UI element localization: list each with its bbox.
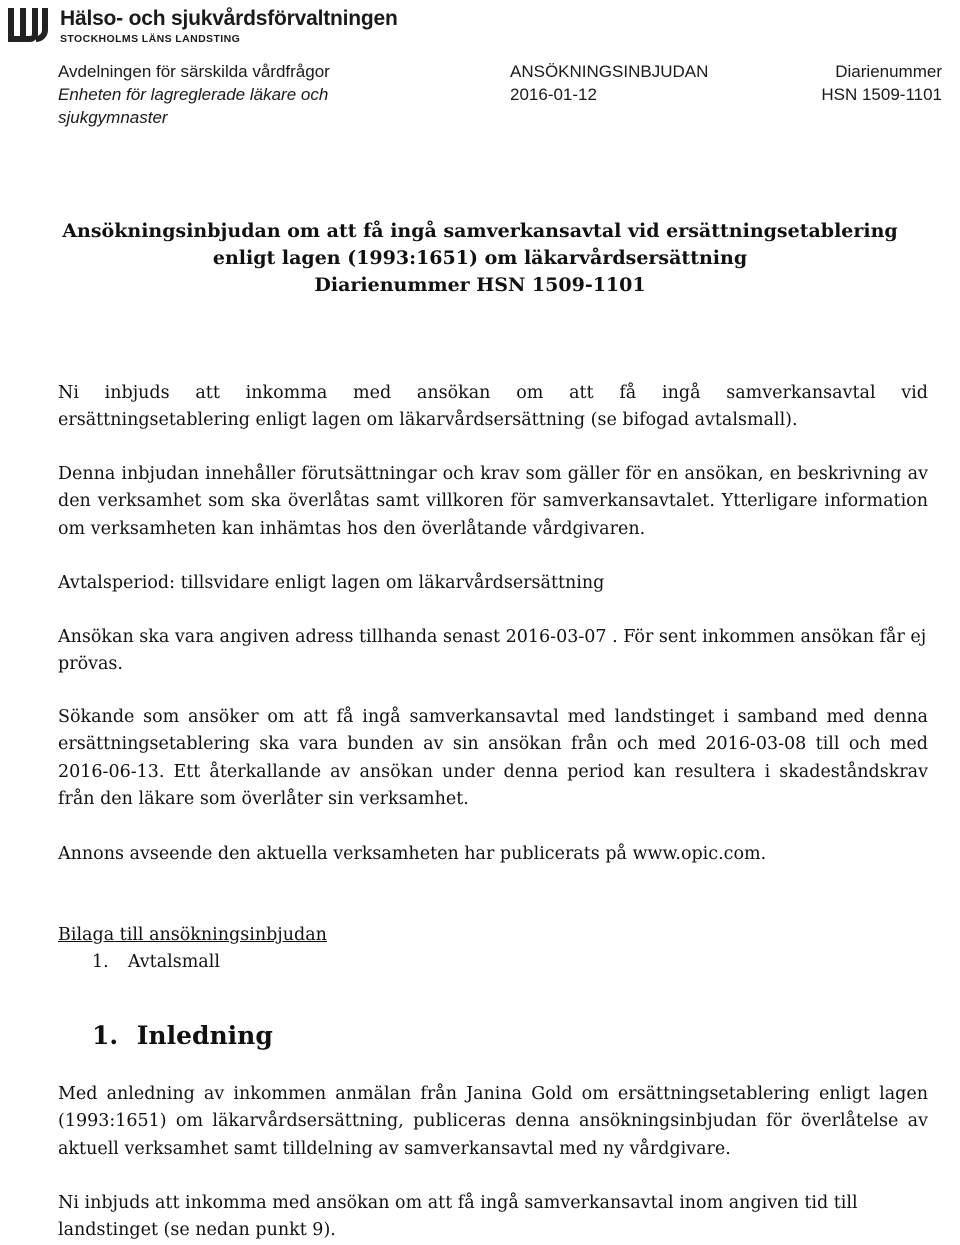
intro-line-2: ersättningsetablering enligt lagen om läkarvårdsersättning (se bifogad avtalsmall). [58, 410, 798, 431]
intro-line-1: Ni inbjuds att inkomma med ansökan om att få ingå samverkansavtal vid [58, 383, 928, 403]
title-line-2: enligt lagen (1993:1651) om läkarvårdsersättning [212, 247, 748, 269]
binding-paragraph: Sökande som ansöker om att få ingå samverkansavtal med landstinget i samband med denna ersättningsetablering ska vara bunden av sin ansökan från och med 2016-03-08 till och med 2016-06-13. Ett återkallande av ansökan under denna period kan resultera i skadeståndskrav från den läkare som överlåter sin verksamhet. [58, 707, 928, 809]
sll-logo [6, 6, 398, 50]
doc-date: 2016-01-12 [510, 85, 597, 104]
conditions-paragraph: Denna inbjudan innehåller förutsättningar och krav som gäller för en ansökan, en beskrivning av den verksamhet som ska överlåtas samt villkoren för samverkansavtalet. Ytterligare information om verksamheten kan inhämtas hos den överlåtande vårdgivaren. [58, 464, 928, 539]
doc-type-block [510, 60, 708, 106]
inledning-paragraph-1: Med anledning av inkommen anmälan från Janina Gold om ersättningsetablering enligt lagen (1993:1651) om läkarvårdsersättning, publiceras denna ansökningsinbjudan för överlåtelse av aktuell verksamhet samt tilldelning av samverkansavtal med ny vårdgivare. [58, 1084, 928, 1159]
deadline-paragraph: Ansökan ska vara angiven adress tillhanda senast 2016-03-07 . För sent inkommen ansökan får ej prövas. [58, 627, 927, 675]
title-line-3: Diarienummer HSN 1509-1101 [314, 274, 646, 296]
diarie-block [821, 60, 942, 106]
sll-emblem-icon [6, 6, 52, 50]
department-name: Avdelningen för särskilda vårdfrågor [58, 62, 330, 81]
diarie-value: HSN 1509-1101 [821, 85, 942, 104]
attachment-heading [58, 922, 928, 949]
doc-type: ANSÖKNINGSINBJUDAN [510, 62, 709, 81]
attachment-item-label: Avtalsmall [127, 952, 220, 972]
logo-subtitle: STOCKHOLMS LÄNS LANDSTING [60, 33, 241, 45]
department-block [58, 60, 330, 129]
diarie-label: Diarienummer [835, 62, 942, 81]
advert-paragraph: Annons avseende den aktuella verksamheten har publicerats på www.opic.com. [58, 844, 767, 864]
intro-paragraph [58, 380, 928, 435]
title-line-1: Ansökningsinbjudan om att få ingå samverkansavtal vid ersättningsetablering [62, 220, 898, 242]
logo-title: Hälso- och sjukvårdsförvaltningen [60, 7, 398, 30]
unit-name-line1: Enheten för lagreglerade läkare och [58, 85, 329, 104]
section-heading-inledning [92, 1018, 273, 1054]
attachment-item [92, 949, 220, 976]
document-title [0, 218, 960, 299]
unit-name-line2: sjukgymnaster [58, 108, 168, 127]
attachment-item-number: 1. [92, 952, 109, 972]
agreement-period: Avtalsperiod: tillsvidare enligt lagen om läkarvårdsersättning [58, 573, 605, 593]
inledning-paragraph-2: Ni inbjuds att inkomma med ansökan om att få ingå samverkansavtal inom angiven tid till landstinget (se nedan punkt 9). [58, 1193, 858, 1241]
attachment-heading-text: Bilaga till ansökningsinbjudan [58, 925, 327, 945]
section-number: 1. [92, 1021, 119, 1050]
section-title: Inledning [136, 1021, 273, 1050]
